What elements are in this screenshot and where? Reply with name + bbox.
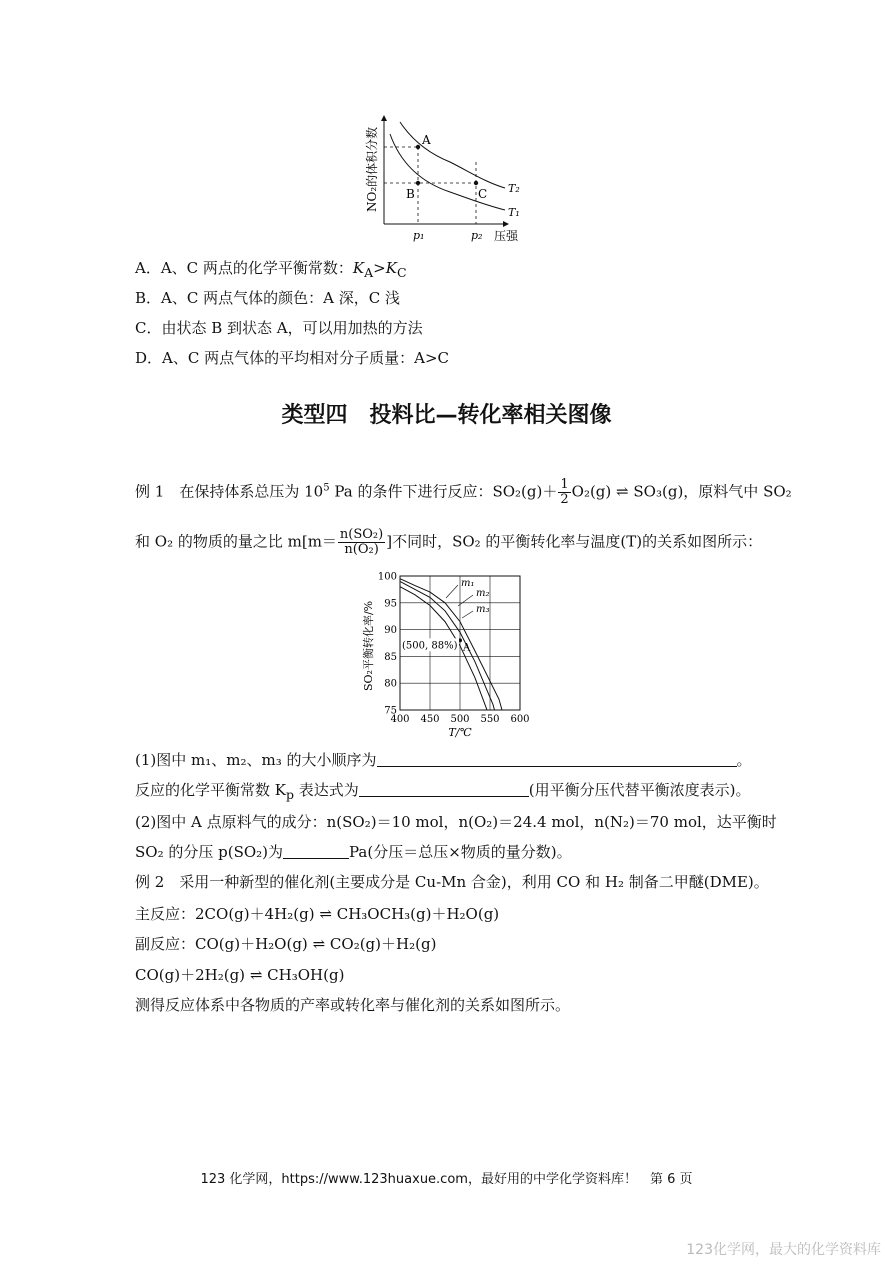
- curve-t2: [400, 122, 505, 188]
- label-a: A: [422, 133, 431, 147]
- tick-p2: p₂: [471, 229, 483, 242]
- main-reaction: 主反应：2CO(g)＋4H₂(g) ⇌ CH₃OCH₃(g)＋H₂O(g): [135, 905, 500, 923]
- equilibrium-arrow-icon: ⇌: [616, 482, 629, 501]
- series-label: m₂: [476, 588, 490, 599]
- x-label: 压强: [494, 229, 519, 243]
- answer-blank-3[interactable]: [283, 843, 349, 859]
- x-tick-label: 400: [390, 714, 410, 725]
- figure-no2-pressure: [360, 112, 530, 247]
- equilibrium-arrow-icon: ⇌: [319, 905, 332, 923]
- watermark: 123化学网，最大的化学资料库: [686, 1242, 881, 1258]
- series-leader: [462, 611, 473, 618]
- side-reaction: 副反应：CO(g)＋H₂O(g) ⇌ CO₂(g)＋H₂(g): [135, 935, 437, 953]
- y-tick-label: 80: [384, 678, 397, 690]
- answer-blank-1[interactable]: [377, 751, 737, 767]
- section-title: 类型四 投料比—转化率相关图像: [281, 403, 612, 428]
- y-tick-label: 95: [384, 598, 397, 610]
- point-a: [416, 145, 420, 149]
- option-d: D．A、C 两点气体的平均相对分子质量：A>C: [135, 349, 449, 367]
- example2-final: 测得反应体系中各物质的产率或转化率与催化剂的关系如图所示。: [135, 996, 571, 1014]
- equilibrium-arrow-icon: ⇌: [249, 966, 263, 984]
- option-c: C．由状态 B 到状态 A，可以用加热的方法: [135, 319, 423, 337]
- third-reaction: CO(g)＋2H₂(g) ⇌ CH₃OH(g): [135, 966, 345, 984]
- y-tick-label: 100: [377, 571, 397, 583]
- example2-intro: 例 2 采用一种新型的催化剂(主要成分是 Cu-Mn 合金)，利用 CO 和 H₂ 制备二甲醚(DME)。: [135, 873, 769, 891]
- x-tick-label: 500: [450, 714, 470, 725]
- option-a: A．A、C 两点的化学平衡常数：$K_A>K_C$: [135, 259, 407, 280]
- page-footer: 123 化学网，https://www.123huaxue.com，最好用的中学化学资料库！ 第 6 页: [200, 1172, 693, 1187]
- x-axis-label: T/℃: [448, 726, 472, 739]
- chart-so2-conversion: [358, 568, 538, 740]
- series-label: m₃: [476, 604, 490, 615]
- x-tick-label: 600: [510, 714, 530, 725]
- point-b: [416, 181, 420, 185]
- label-t1: T₁: [508, 206, 520, 219]
- point-c: [474, 181, 478, 185]
- question-1b: 反应的化学平衡常数 $K_p$ 表达式为 (用平衡分压代替平衡浓度表示)。: [135, 781, 751, 802]
- point-a-label: A: [463, 642, 471, 654]
- y-axis-label: SO₂平衡转化率/%: [362, 600, 375, 691]
- option-b: B．A、C 两点气体的颜色：A 深，C 浅: [135, 289, 400, 307]
- tick-p1: p₁: [413, 229, 425, 242]
- label-c: C: [478, 187, 488, 201]
- example1-line2: 和 O₂ 的物质的量之比 m[m＝ $\frac{\text{n(SO₂)}}{\text{n(O₂)}}$ ]不同时，SO₂ 的平衡转化率与温度(T)的关系如图所示：: [135, 527, 763, 557]
- equilibrium-arrow-icon: ⇌: [312, 935, 326, 953]
- question-2b: SO₂ 的分压 p(SO₂)为 Pa(分压＝总压×物质的量分数)。: [135, 843, 572, 861]
- series-leader: [446, 585, 458, 598]
- y-tick-label: 85: [384, 651, 397, 663]
- question-2: (2)图中 A 点原料气的成分：n(SO₂)＝10 mol，n(O₂)＝24.4 mol，n(N₂)＝70 mol，达平衡时: [135, 813, 777, 831]
- y-tick-label: 75: [384, 705, 397, 717]
- y-tick-label: 90: [384, 625, 397, 637]
- x-tick-label: 450: [420, 714, 440, 725]
- label-t2: T₂: [508, 182, 520, 195]
- series-label: m₁: [461, 578, 475, 589]
- question-1: (1)图中 m₁、m₂、m₃ 的大小顺序为 。: [135, 751, 752, 769]
- label-b: B: [406, 187, 415, 201]
- y-label: NO₂的体积分数: [365, 126, 379, 212]
- x-tick-label: 550: [480, 714, 500, 725]
- annotation-label: (500, 88%): [402, 640, 458, 652]
- example1-line1: 例 1 在保持体系总压为 $10^5$ Pa 的条件下进行反应：SO₂(g)＋ $\frac{1}{2}$ O₂(g) ⇌ SO₃(g)，原料气中 SO₂: [135, 477, 792, 507]
- answer-blank-2[interactable]: [359, 781, 529, 797]
